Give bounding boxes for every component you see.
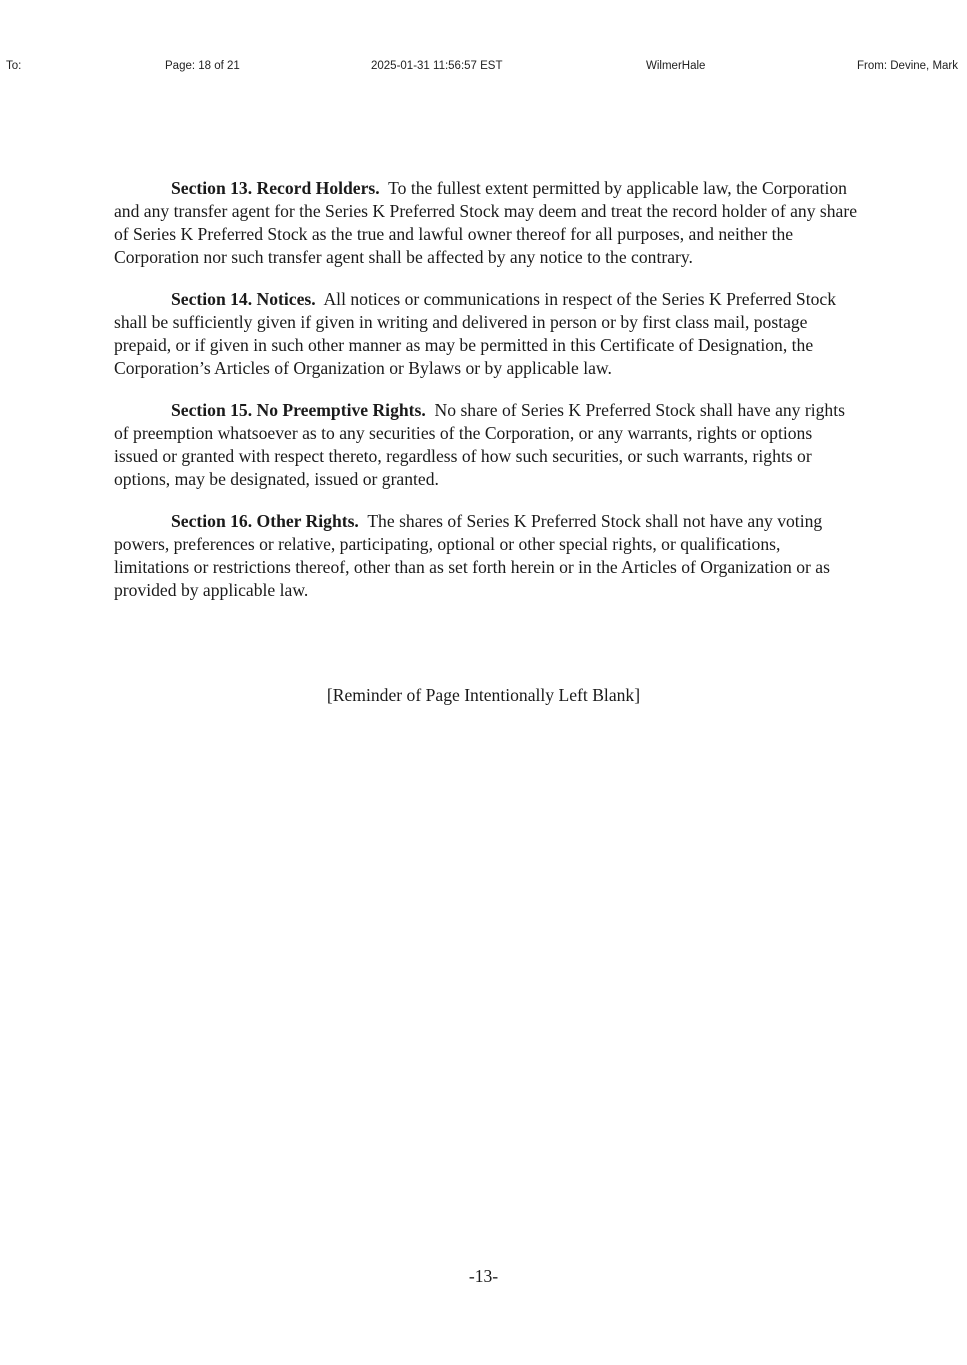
intentionally-blank-note: [Reminder of Page Intentionally Left Blank] (326, 685, 641, 705)
section-13-heading: Section 13. Record Holders. (171, 178, 380, 198)
section-15-body: No share of Series K Preferred Stock shall have any rights of preemption whatsoever as to any securities of the Corporation, or any warrants, rights or options issued or granted with respect thereto, regardless of how such securities, or such warrants, rights or options, may be designated, issued or granted. (114, 400, 845, 489)
section-15-paragraph (114, 399, 858, 491)
section-16-paragraph (114, 510, 858, 602)
page-number: -13- (468, 1266, 499, 1286)
section-14-body: All notices or communications in respect of the Series K Preferred Stock shall be sufficiently given if given in writing and delivered in person or by first class mail, postage prepaid, or if given in such other manner as may be permitted in this Certificate of Designation, the Corporation’s Articles of Organization or Bylaws or by applicable law. (114, 289, 836, 378)
section-16-heading: Section 16. Other Rights. (171, 511, 359, 531)
section-14-paragraph (114, 288, 858, 380)
section-13-body: To the fullest extent permitted by applicable law, the Corporation and any transfer agent for the Series K Preferred Stock may deem and treat the record holder of any share of Series K Preferred Stock as the true and lawful owner thereof for all purposes, and neither the Corporation nor such transfer agent shall be affected by any notice to the contrary. (114, 178, 858, 267)
fax-from: From: Devine, Mark (857, 60, 958, 72)
fax-page-count: Page: 18 of 21 (165, 60, 240, 72)
section-16-body: The shares of Series K Preferred Stock shall not have any voting powers, preferences or relative, participating, optional or other special rights, or qualifications, limitations or restrictions thereof, other than as set forth herein or in the Articles of Organization or as provided by applicable law. (114, 511, 830, 600)
document-body (114, 177, 858, 621)
fax-firm: WilmerHale (646, 60, 706, 72)
fax-timestamp: 2025-01-31 11:56:57 EST (371, 60, 503, 72)
section-14-heading: Section 14. Notices. (171, 289, 316, 309)
fax-to: To: (6, 60, 22, 72)
section-15-heading: Section 15. No Preemptive Rights. (171, 400, 426, 420)
fax-header (0, 60, 967, 76)
section-13-paragraph (114, 177, 858, 269)
